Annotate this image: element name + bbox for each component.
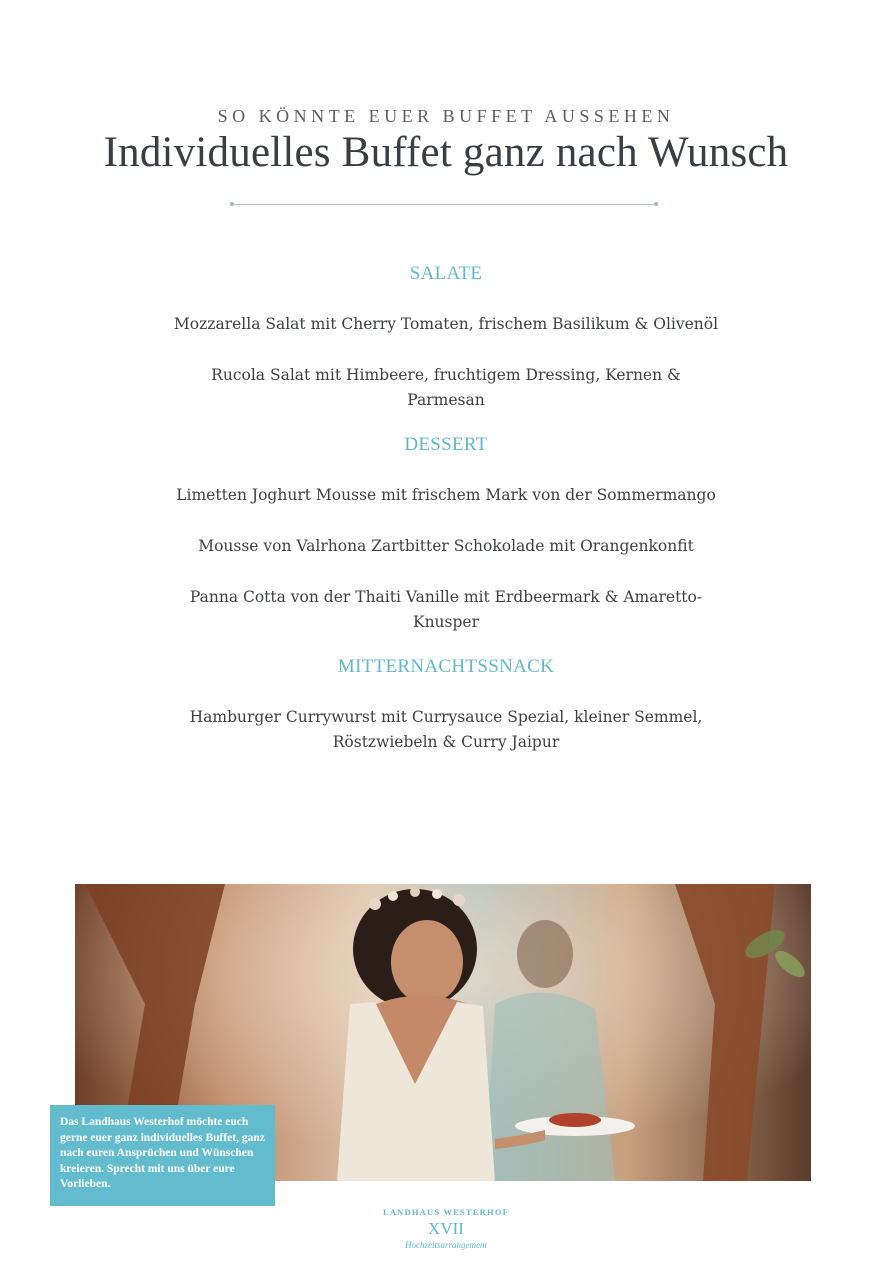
title-divider: [232, 204, 656, 205]
page-kicker: SO KÖNNTE EUER BUFFET AUSSEHEN: [217, 106, 675, 126]
caption-box: Das Landhaus Westerhof möchte euch gerne euer ganz individuelles Buffet, ganz nach euren Ansprüchen und Wünschen kreieren. Sprecht mit uns über eure Vorlieben.: [50, 1105, 275, 1206]
footer-subtitle: Hochzeitsarrangement: [405, 1240, 487, 1250]
section-salate: [150, 262, 742, 413]
page-number: XVII: [428, 1219, 464, 1238]
buffet-menu: [150, 262, 742, 781]
menu-item: Mozzarella Salat mit Cherry Tomaten, frischem Basilikum & Olivenöl: [173, 315, 719, 333]
page-title: Individuelles Buffet ganz nach Wunsch: [103, 129, 789, 176]
section-title: SALATE: [409, 263, 483, 284]
section-dessert: [150, 433, 742, 635]
menu-item: Mousse von Valrhona Zartbitter Schokolade mit Orangenkonfit: [198, 537, 694, 555]
section-title: MITTERNACHTSSNACK: [337, 656, 555, 677]
section-mitternachtssnack: [150, 655, 742, 755]
menu-item: Rucola Salat mit Himbeere, fruchtigem Dressing, Kernen & Parmesan: [211, 366, 681, 409]
menu-item: Panna Cotta von der Thaiti Vanille mit Erdbeermark & Amaretto-Knusper: [189, 588, 703, 631]
section-title: DESSERT: [404, 434, 488, 455]
footer-brand: LANDHAUS WESTERHOF: [382, 1207, 510, 1217]
menu-item: Hamburger Currywurst mit Currysauce Spezial, kleiner Semmel, Röstzwiebeln & Curry Jaipur: [189, 708, 703, 751]
menu-item: Limetten Joghurt Mousse mit frischem Mark von der Sommermango: [176, 486, 716, 504]
